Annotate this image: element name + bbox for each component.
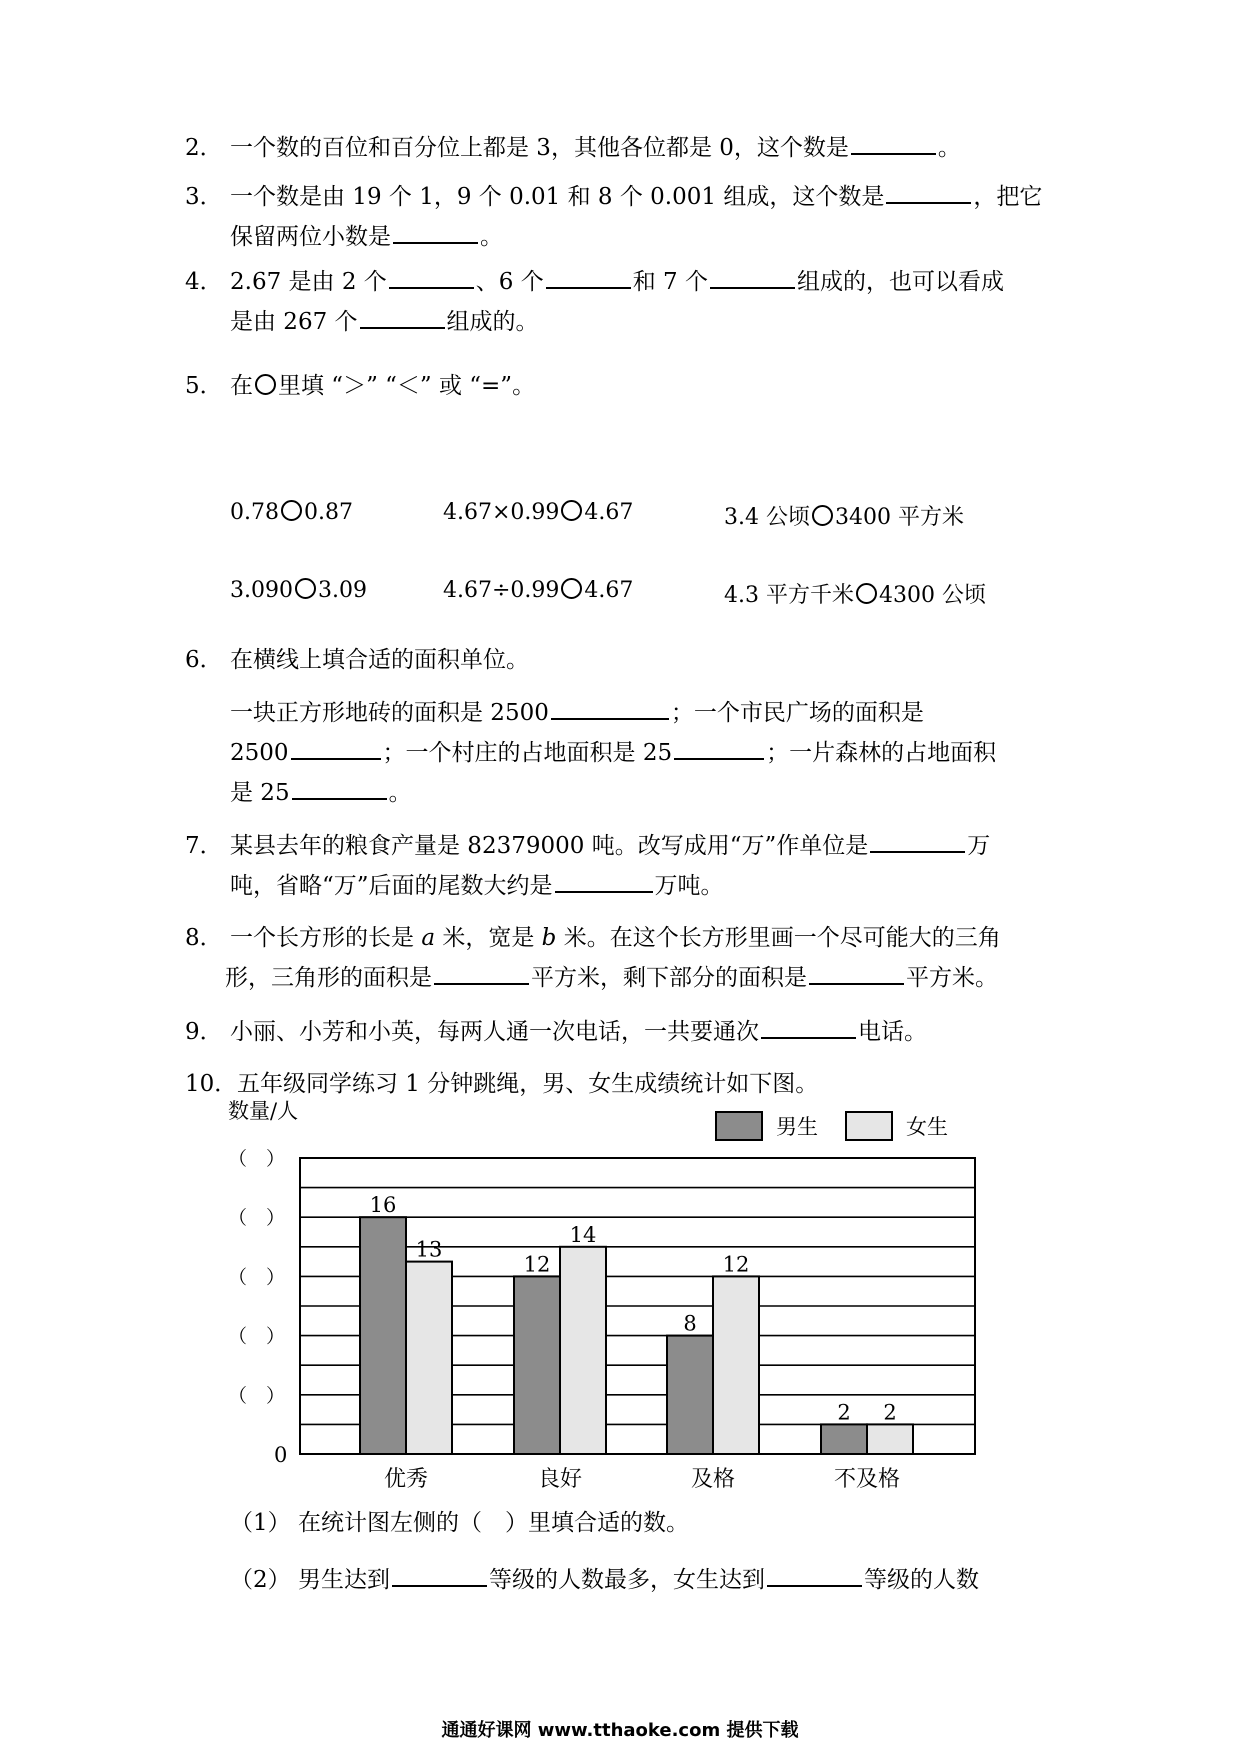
- question-8: [185, 918, 1065, 998]
- question-7: [185, 826, 1065, 906]
- compare-right: 4.67: [584, 578, 634, 603]
- variable-a: a: [421, 925, 436, 951]
- question-number: 9．: [185, 1019, 223, 1045]
- question-text: 一个长方形的长是: [230, 925, 414, 951]
- compare-circle[interactable]: [561, 578, 582, 599]
- data-label: 8: [683, 1311, 697, 1336]
- y-tick-placeholder: （ ）: [228, 1207, 286, 1230]
- question-text: 在统计图左侧的（ ）里填合适的数。: [297, 1510, 689, 1536]
- question-9: [185, 1012, 1065, 1052]
- legend-label: 女生: [906, 1115, 948, 1139]
- question-5: [185, 366, 1065, 406]
- bar-boys: [360, 1217, 406, 1454]
- question-text: 和 7 个: [632, 269, 708, 295]
- bar-girls: [406, 1262, 452, 1454]
- question-text: 一个数是由 19 个 1，9 个 0.01 和 8 个 0.001 组成，这个数是: [230, 184, 885, 210]
- answer-blank[interactable]: [851, 129, 936, 155]
- compare-left: 3.4 公顷: [724, 505, 810, 530]
- category-label: 优秀: [383, 1467, 429, 1492]
- question-text: 形，三角形的面积是: [225, 965, 432, 991]
- y-zero-label: 0: [274, 1443, 288, 1467]
- category-label: 良好: [537, 1467, 583, 1492]
- legend-swatch: [716, 1112, 762, 1140]
- compare-left: 4.67÷0.99: [443, 578, 560, 603]
- y-tick-placeholder: （ ）: [228, 1325, 286, 1348]
- answer-blank[interactable]: [551, 694, 669, 720]
- question-text: 万: [967, 833, 991, 859]
- question-text: 小丽、小芳和小英，每两人通一次电话，一共要通次: [230, 1019, 759, 1045]
- y-tick-placeholder: （ ）: [228, 1148, 286, 1170]
- question-text: 。: [388, 780, 412, 806]
- question-text: 男生达到: [297, 1567, 390, 1593]
- answer-blank[interactable]: [809, 959, 904, 985]
- question-text: 在横线上填合适的面积单位。: [230, 647, 529, 673]
- answer-blank[interactable]: [886, 178, 971, 204]
- category-label: 不及格: [833, 1467, 901, 1492]
- compare-circle[interactable]: [561, 500, 582, 521]
- question-text: 。: [937, 135, 961, 161]
- question-3: [185, 177, 1065, 257]
- question-text: 吨，省略“万”后面的尾数大约是: [230, 873, 553, 899]
- compare-circle[interactable]: [295, 578, 316, 599]
- question-text: 一个数的百位和百分位上都是 3，其他各位都是 0，这个数是: [230, 135, 849, 161]
- data-label: 2: [883, 1400, 897, 1425]
- question-text: 保留两位小数是: [230, 224, 391, 250]
- answer-blank[interactable]: [393, 218, 478, 244]
- answer-blank[interactable]: [389, 263, 474, 289]
- compare-left: 3.090: [230, 578, 293, 603]
- answer-blank[interactable]: [360, 303, 445, 329]
- compare-right: 3400 平方米: [834, 505, 964, 530]
- answer-blank[interactable]: [870, 827, 965, 853]
- category-label: 及格: [690, 1467, 736, 1492]
- question-text: 五年级同学练习 1 分钟跳绳，男、女生成绩统计如下图。: [237, 1071, 819, 1097]
- question-number: 4．: [185, 269, 223, 295]
- question-text: 等级的人数: [863, 1567, 979, 1593]
- sub-question-number: （2）: [230, 1567, 291, 1593]
- answer-blank[interactable]: [767, 1561, 862, 1587]
- question-number: 8．: [185, 925, 223, 951]
- question-text: 组成的。: [446, 309, 539, 335]
- question-text: 2.67 是由 2 个: [230, 269, 387, 295]
- compare-circle[interactable]: [856, 583, 877, 604]
- sub-question-number: （1）: [230, 1510, 291, 1536]
- answer-blank[interactable]: [291, 734, 381, 760]
- compare-right: 3.09: [317, 578, 367, 603]
- answer-blank[interactable]: [674, 734, 764, 760]
- compare-circle[interactable]: [812, 505, 833, 526]
- data-label: 12: [722, 1252, 750, 1277]
- bar-girls: [560, 1247, 606, 1454]
- compare-item: [724, 500, 964, 531]
- legend-swatch: [846, 1112, 892, 1140]
- data-label: 13: [415, 1237, 443, 1262]
- compare-right: 4.67: [584, 500, 634, 525]
- question-text: 等级的人数最多，女生达到: [488, 1567, 765, 1593]
- answer-blank[interactable]: [555, 867, 653, 893]
- answer-blank[interactable]: [434, 959, 529, 985]
- compare-left: 4.67×0.99: [443, 500, 560, 525]
- bar-boys: [667, 1336, 713, 1454]
- question-4: [185, 262, 1065, 342]
- data-label: 16: [369, 1193, 397, 1218]
- bar-girls: [867, 1424, 913, 1454]
- question-text: 米，宽是: [442, 925, 535, 951]
- answer-blank[interactable]: [292, 774, 387, 800]
- question-number: 3．: [185, 184, 223, 210]
- question-text: 万吨。: [654, 873, 724, 899]
- question-text: 是 25: [230, 780, 290, 806]
- variable-b: b: [541, 925, 557, 951]
- answer-blank[interactable]: [710, 263, 795, 289]
- footer-credit: 通通好课网 www.tthaoke.com 提供下载: [441, 1720, 799, 1741]
- answer-blank[interactable]: [761, 1013, 856, 1039]
- compare-item: [230, 578, 367, 603]
- compare-item: [443, 578, 633, 603]
- question-text: 某县去年的粮食产量是 82379000 吨。改写成用“万”作单位是: [230, 833, 869, 859]
- compare-right: 0.87: [303, 500, 353, 525]
- question-text: ，把它: [973, 184, 1043, 210]
- answer-blank[interactable]: [392, 1561, 487, 1587]
- data-label: 2: [837, 1400, 851, 1425]
- question-text: ；一片森林的占地面积: [766, 740, 997, 766]
- question-text: 。: [480, 224, 503, 250]
- compare-item: [230, 500, 353, 525]
- bar-girls: [713, 1276, 759, 1454]
- question-text: 一块正方形地砖的面积是 2500: [230, 700, 549, 726]
- question-number: 5．: [185, 373, 223, 399]
- question-2: [185, 128, 1065, 168]
- legend-label: 男生: [776, 1115, 818, 1139]
- answer-blank[interactable]: [546, 263, 631, 289]
- question-text: 、6 个: [475, 269, 544, 295]
- bar-boys: [821, 1424, 867, 1454]
- compare-left: 4.3 平方千米: [724, 583, 854, 608]
- question-text: 平方米，剩下部分的面积是: [531, 965, 807, 991]
- question-text: 里填 “＞” “＜” 或 “=”。: [278, 373, 536, 399]
- question-text: ；一个村庄的占地面积是 25: [382, 740, 673, 766]
- compare-right: 4300 公顷: [878, 583, 986, 608]
- question-number: 10．: [185, 1071, 238, 1097]
- circle-icon: [255, 374, 276, 395]
- question-number: 2．: [185, 135, 223, 161]
- y-tick-placeholder: （ ）: [228, 1266, 286, 1289]
- y-axis-label: 数量/人: [228, 1099, 299, 1123]
- question-number: 6．: [185, 647, 223, 673]
- question-text: ；一个市民广场的面积是: [670, 700, 924, 726]
- question-10-2: [230, 1560, 1070, 1600]
- question-text: 2500: [230, 740, 289, 766]
- compare-left: 0.78: [230, 500, 279, 525]
- question-text: 平方米。: [906, 965, 998, 991]
- bar-boys: [514, 1276, 560, 1454]
- compare-item: [443, 500, 633, 525]
- question-number: 7．: [185, 833, 223, 859]
- data-label: 12: [523, 1252, 551, 1277]
- compare-circle[interactable]: [281, 500, 302, 521]
- bar-chart: [0, 1090, 1240, 1510]
- data-label: 14: [569, 1222, 597, 1247]
- y-tick-placeholder: （ ）: [228, 1384, 286, 1407]
- question-10-1: [230, 1503, 1070, 1543]
- question-text: 米。在这个长方形里画一个尽可能大的三角: [563, 925, 1001, 951]
- question-text: 是由 267 个: [230, 309, 358, 335]
- compare-item: [724, 578, 986, 609]
- question-text: 电话。: [858, 1019, 927, 1045]
- question-text: 在: [230, 373, 253, 399]
- question-text: 组成的，也可以看成: [797, 269, 1004, 295]
- question-6: [185, 640, 1065, 813]
